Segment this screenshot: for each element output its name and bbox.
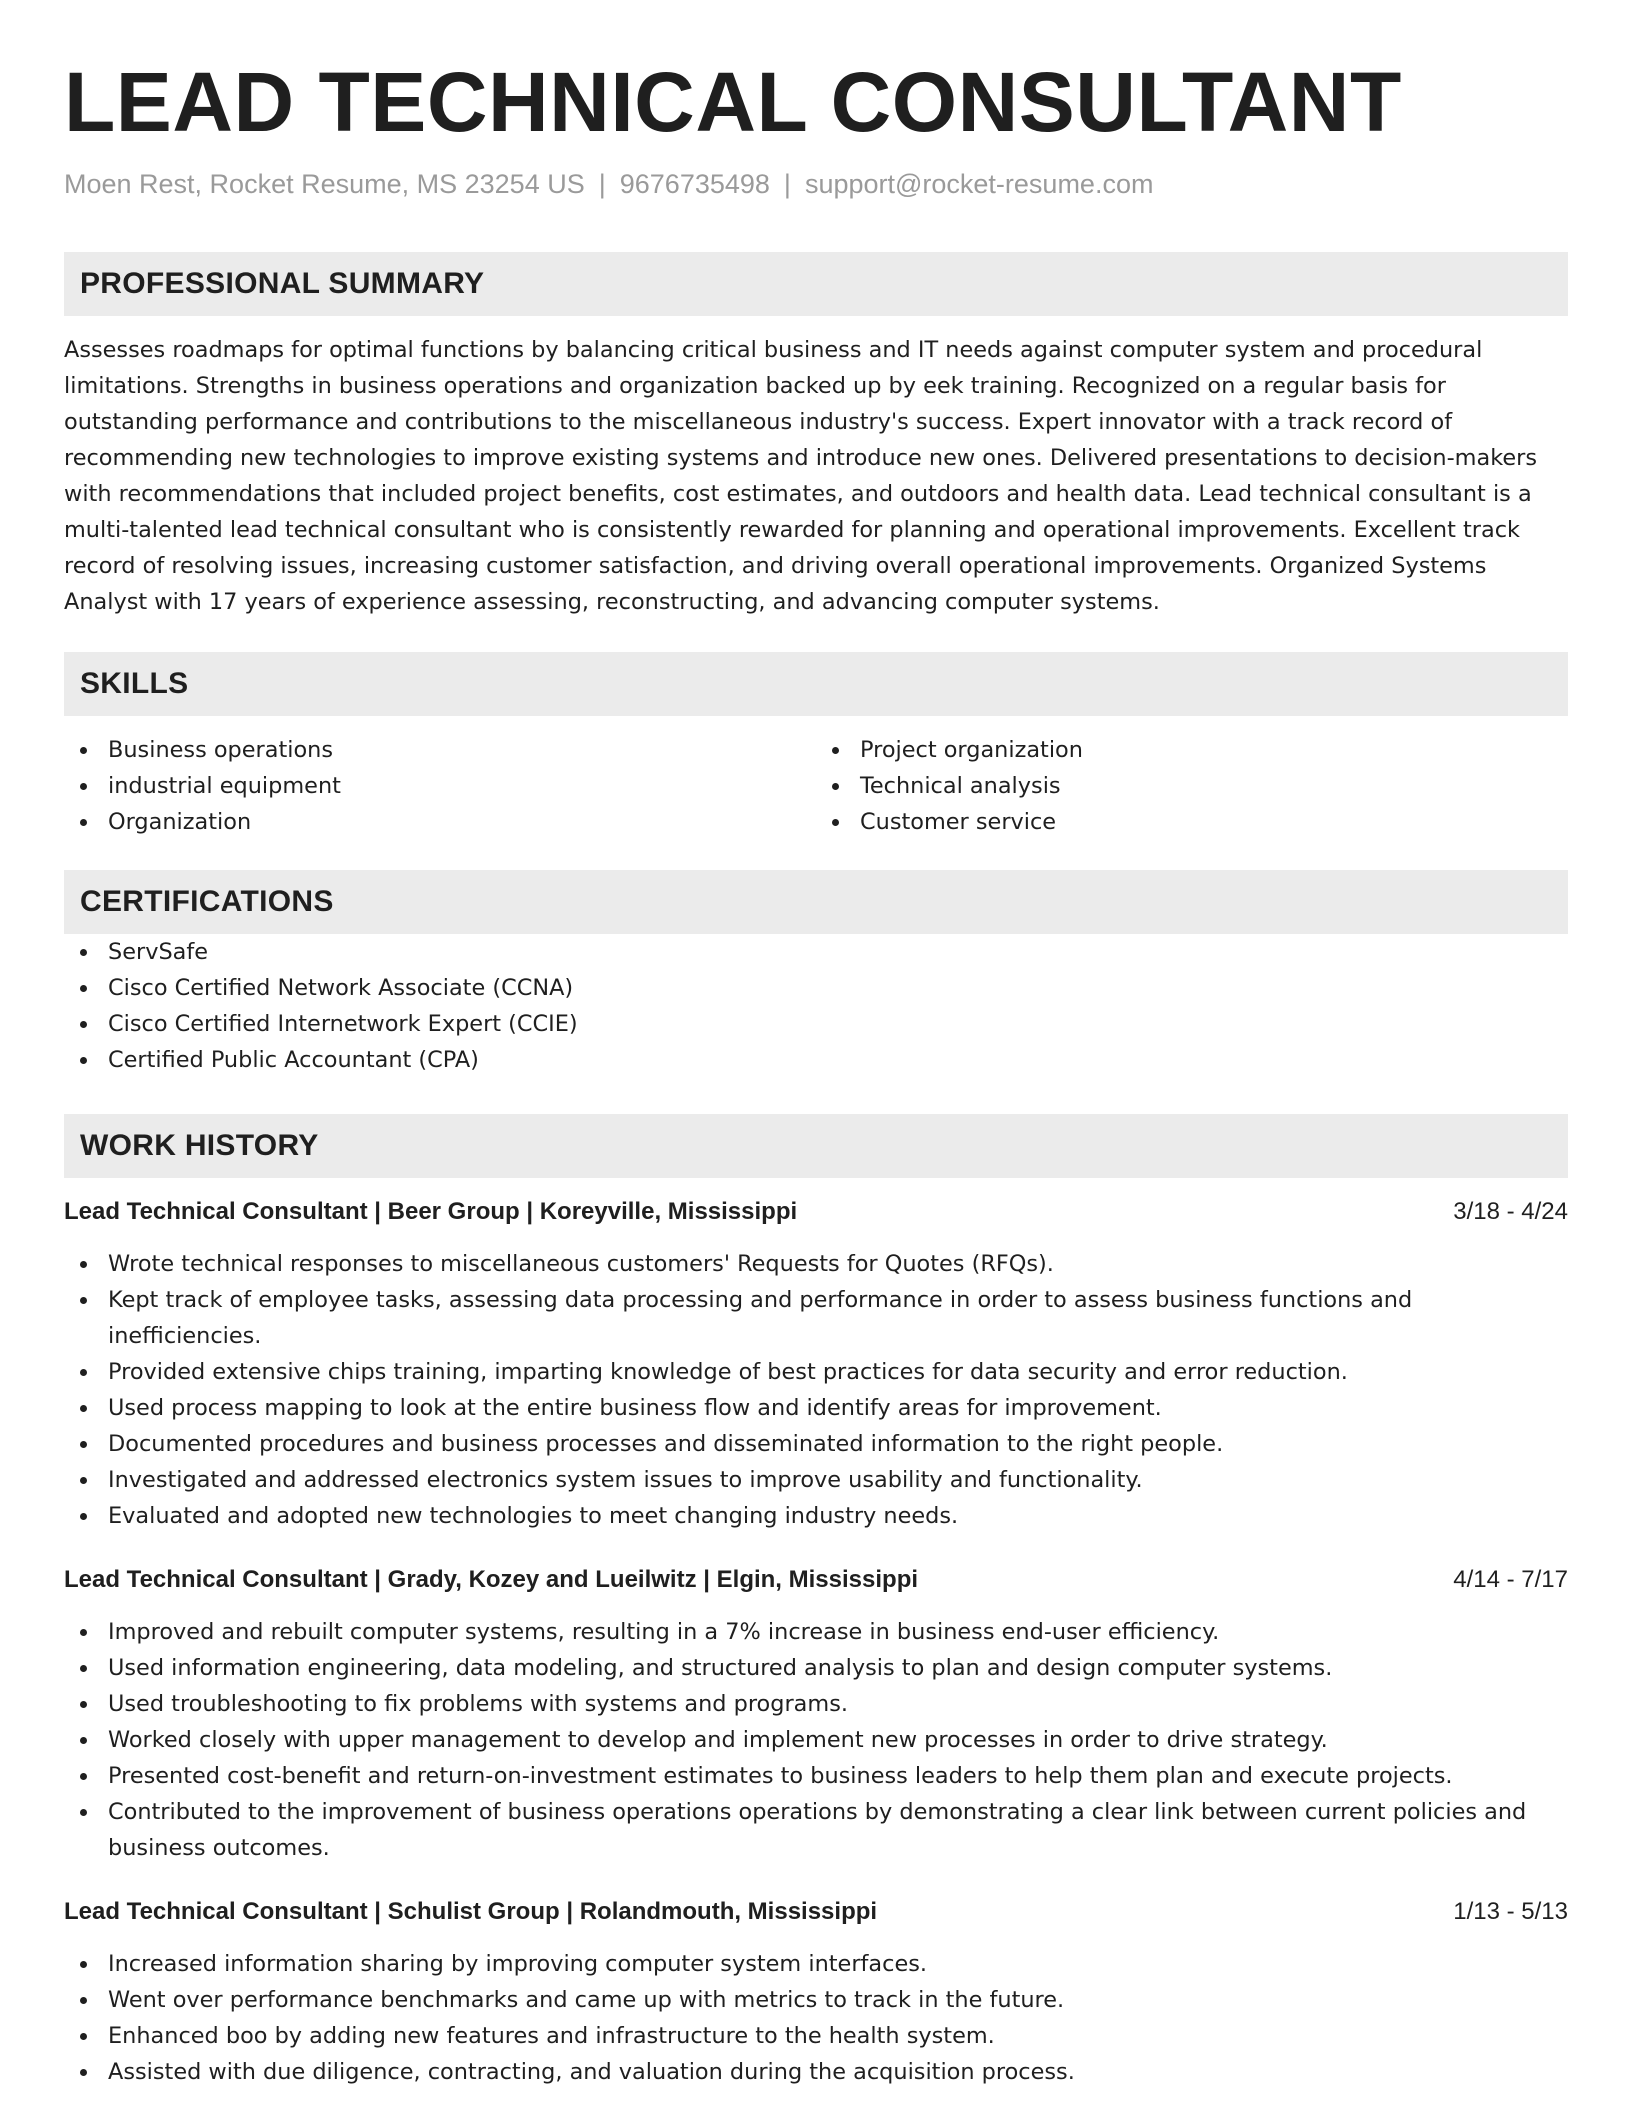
job-bullet: Increased information sharing by improving computer system interfaces. — [64, 1946, 1568, 1982]
job-title: Lead Technical Consultant | Grady, Kozey and Lueilwitz | Elgin, Mississippi — [64, 1566, 919, 1593]
contact-separator: | — [783, 169, 791, 199]
job-dates: 1/13 - 5/13 — [1453, 1898, 1568, 1925]
job-title: Lead Technical Consultant | Beer Group | Koreyville, Mississippi — [64, 1198, 798, 1225]
job-bullet: Worked closely with upper management to develop and implement new processes in order to drive strategy. — [64, 1722, 1568, 1758]
job-dates: 3/18 - 4/24 — [1453, 1198, 1568, 1225]
skill-item: Customer service — [816, 804, 1568, 840]
job-dates: 4/14 - 7/17 — [1453, 1566, 1568, 1593]
job-bullets — [64, 1614, 1568, 1866]
job-bullet: Presented cost-benefit and return-on-investment estimates to business leaders to help them plan and execute projects. — [64, 1758, 1568, 1794]
summary-text: Assesses roadmaps for optimal functions by balancing critical business and IT needs against computer system and procedural limitations. Strengths in business operations and organization backed up by eek training. Recognized on a regular basis for outstanding performance and contributions to the miscellaneous industry's success. Expert innovator with a track record of recommending new technologies to improve existing systems and introduce new ones. Delivered presentations to decision-makers with recommendations that included project benefits, cost estimates, and outdoors and health data. Lead technical consultant is a multi-talented lead technical consultant who is consistently rewarded for planning and operational improvements. Excellent track record of resolving issues, increasing customer satisfaction, and driving overall operational improvements. Organized Systems Analyst with 17 years of experience assessing, reconstructing, and advancing computer systems. — [64, 337, 1538, 615]
skills-list-right — [816, 732, 1568, 840]
job-entry — [64, 1562, 1568, 1866]
skill-item: Business operations — [64, 732, 816, 768]
job-bullet: Used process mapping to look at the entire business flow and identify areas for improvement. — [64, 1390, 1568, 1426]
skill-item: Organization — [64, 804, 816, 840]
job-bullets — [64, 1246, 1568, 1534]
section-heading-certifications: CERTIFICATIONS — [64, 870, 1568, 934]
contact-separator: | — [598, 169, 606, 199]
job-entry — [64, 1894, 1568, 2090]
resume-name: LEAD TECHNICAL CONSULTANT — [64, 55, 1402, 149]
job-header — [64, 1562, 1568, 1598]
job-bullet: Went over performance benchmarks and came up with metrics to track in the future. — [64, 1982, 1568, 2018]
section-heading-summary: PROFESSIONAL SUMMARY — [64, 252, 1568, 316]
job-bullet: Wrote technical responses to miscellaneous customers' Requests for Quotes (RFQs). — [64, 1246, 1568, 1282]
contact-email: support@rocket-resume.com — [804, 169, 1154, 199]
skill-item: Project organization — [816, 732, 1568, 768]
job-bullet: Enhanced boo by adding new features and infrastructure to the health system. — [64, 2018, 1568, 2054]
certification-item: Certified Public Accountant (CPA) — [64, 1042, 1568, 1078]
job-bullet: Used troubleshooting to fix problems with systems and programs. — [64, 1686, 1568, 1722]
skill-item: industrial equipment — [64, 768, 816, 804]
job-bullet: Evaluated and adopted new technologies to meet changing industry needs. — [64, 1498, 1568, 1534]
job-bullet: Improved and rebuilt computer systems, resulting in a 7% increase in business end-user efficiency. — [64, 1614, 1568, 1650]
job-title: Lead Technical Consultant | Schulist Group | Rolandmouth, Mississippi — [64, 1898, 878, 1925]
skills-grid — [64, 732, 1568, 840]
job-header — [64, 1194, 1568, 1230]
contact-address: Moen Rest, Rocket Resume, MS 23254 US — [64, 169, 585, 199]
contact-line — [64, 166, 1568, 202]
job-bullet: Used information engineering, data modeling, and structured analysis to plan and design computer systems. — [64, 1650, 1568, 1686]
certification-item: Cisco Certified Network Associate (CCNA) — [64, 970, 1568, 1006]
skill-item: Technical analysis — [816, 768, 1568, 804]
job-bullet: Documented procedures and business processes and disseminated information to the right people. — [64, 1426, 1568, 1462]
job-header — [64, 1894, 1568, 1930]
job-bullet: Assisted with due diligence, contracting, and valuation during the acquisition process. — [64, 2054, 1568, 2090]
skills-list-left — [64, 732, 816, 840]
job-bullet: Investigated and addressed electronics system issues to improve usability and functionality. — [64, 1462, 1568, 1498]
certifications-list — [64, 934, 1568, 1078]
job-bullet: Kept track of employee tasks, assessing data processing and performance in order to assess business functions and inefficiencies. — [64, 1282, 1568, 1354]
section-heading-work-history: WORK HISTORY — [64, 1114, 1568, 1178]
contact-phone: 9676735498 — [619, 169, 770, 199]
job-bullet: Contributed to the improvement of business operations operations by demonstrating a clear link between current policies and business outcomes. — [64, 1794, 1568, 1866]
job-bullets — [64, 1946, 1568, 2090]
section-heading-skills: SKILLS — [64, 652, 1568, 716]
job-entry — [64, 1194, 1568, 1534]
job-bullet: Provided extensive chips training, imparting knowledge of best practices for data security and error reduction. — [64, 1354, 1568, 1390]
certification-item: Cisco Certified Internetwork Expert (CCIE) — [64, 1006, 1568, 1042]
certification-item: ServSafe — [64, 934, 1568, 970]
